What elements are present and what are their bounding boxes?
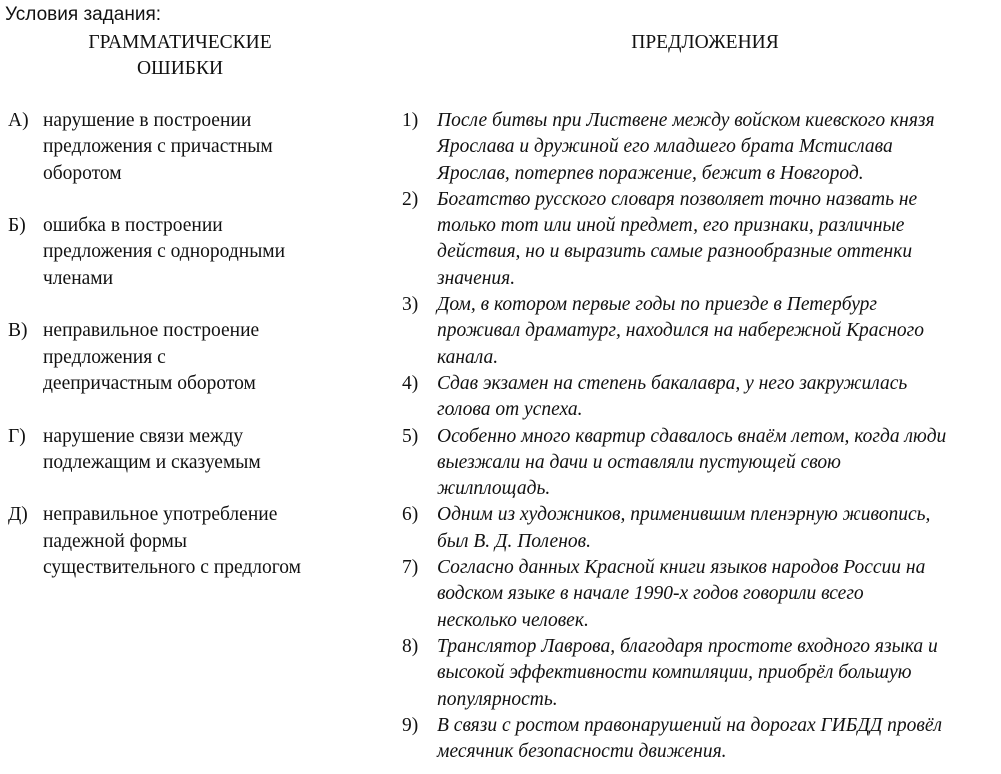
error-text-line: предложения с однородными [43,241,286,263]
sentence-line: несколько человек. [437,609,589,631]
sentence-line: Ярослав, потерпев поражение, бежит в Новгород. [437,162,864,184]
sentence-line: Ярослава и дружиной его младшего брата Мстислава [437,136,893,158]
error-text-line: падежной формы [43,530,187,552]
sentence-line: Одним из художников, применившим пленэрную живопись, [437,504,931,526]
sentence-line: высокой эффективности компиляции, приобрёл большую [437,662,912,684]
error-text-line: деепричастным оборотом [43,372,256,394]
sentence-line: был В. Д. Поленов. [437,530,591,552]
task-conditions-label: Условия задания: [5,4,162,25]
sentence-line: Транслятор Лаврова, благодаря простоте входного языка и [437,635,938,657]
sentence-number: 3) [402,294,419,316]
sentence-line: После битвы при Листвене между войском киевского князя [437,110,935,131]
error-letter: Г) [8,425,26,447]
sentence-item [402,371,1001,424]
sentence-line: проживал драматург, находился на набережной Красного [437,320,924,342]
sentence-item [402,502,1001,555]
sentence-number: 8) [402,635,419,657]
sentence-line: водском языке в начале 1990-х годов говорили всего [437,583,864,605]
sentence-item [402,555,1001,634]
sentence-item [402,292,1001,371]
sentence-item [402,187,1001,292]
error-letter: А) [8,110,29,131]
sentence-number: 1) [402,110,419,131]
error-text-line: предложения с причастным [43,136,273,158]
error-text-line: нарушение связи между [43,425,244,447]
sentence-line: жилплощадь. [437,478,551,500]
sentence-line: месячник безопасности движения. [437,741,727,763]
error-letter: Б) [8,215,26,237]
error-letter: В) [8,320,28,342]
error-text-line: оборотом [43,162,122,184]
error-item [8,108,358,187]
sentence-number: 4) [402,372,419,394]
sentence-line: канала. [437,346,499,368]
error-text-line: ошибка в построении [43,215,223,237]
sentence-line: Дом, в котором первые годы по приезде в Петербург [437,294,878,316]
sentence-item [402,634,1001,713]
sentences-list [402,108,1001,765]
sentence-number: 5) [402,425,419,447]
sentence-line: Согласно данных Красной книги языков народов России на [437,557,926,579]
sentence-line: выезжали на дачи и оставляли пустующей свою [437,451,841,473]
sentence-line: только тот или иной предмет, его признаки, различные [437,215,905,237]
error-text-line: неправильное построение [43,320,260,342]
error-text-line: членами [43,267,114,289]
error-text-line: нарушение в построении [43,110,252,131]
error-item [8,318,358,397]
sentence-item [402,108,1001,187]
sentence-line: Сдав экзамен на степень бакалавра, у него закружилась [437,372,908,394]
sentence-line: В связи с ростом правонарушений на дорогах ГИБДД провёл [437,714,943,736]
sentences-column-heading: ПРЕДЛОЖЕНИЯ [631,32,779,53]
errors-heading-line: ОШИБКИ [136,58,224,80]
sentence-line: действия, но и выразить самые разнообразные оттенки [437,241,913,263]
sentence-line: голова от успеха. [437,399,583,421]
sentence-line: популярность. [437,688,558,710]
error-text-line: предложения с [43,346,166,368]
sentence-item [402,713,1001,766]
errors-heading-line: ГРАММАТИЧЕСКИЕ [88,32,272,53]
errors-column-heading [20,30,340,83]
sentence-number: 2) [402,188,419,210]
errors-list [8,108,358,608]
sentence-item [402,424,1001,503]
sentence-number: 7) [402,557,419,579]
sentence-line: Особенно много квартир сдавалось внаём летом, когда люди [437,425,947,447]
sentence-line: значения. [437,267,516,289]
error-text-line: существительного с предлогом [43,557,301,579]
sentence-number: 6) [402,504,419,526]
error-text-line: подлежащим и сказуемым [43,451,261,473]
error-text-line: неправильное употребление [43,504,278,526]
error-item [8,502,358,581]
error-letter: Д) [8,504,28,526]
error-item [8,424,358,477]
sentence-number: 9) [402,714,419,736]
error-item [8,213,358,292]
sentence-line: Богатство русского словаря позволяет точно назвать не [437,188,918,210]
